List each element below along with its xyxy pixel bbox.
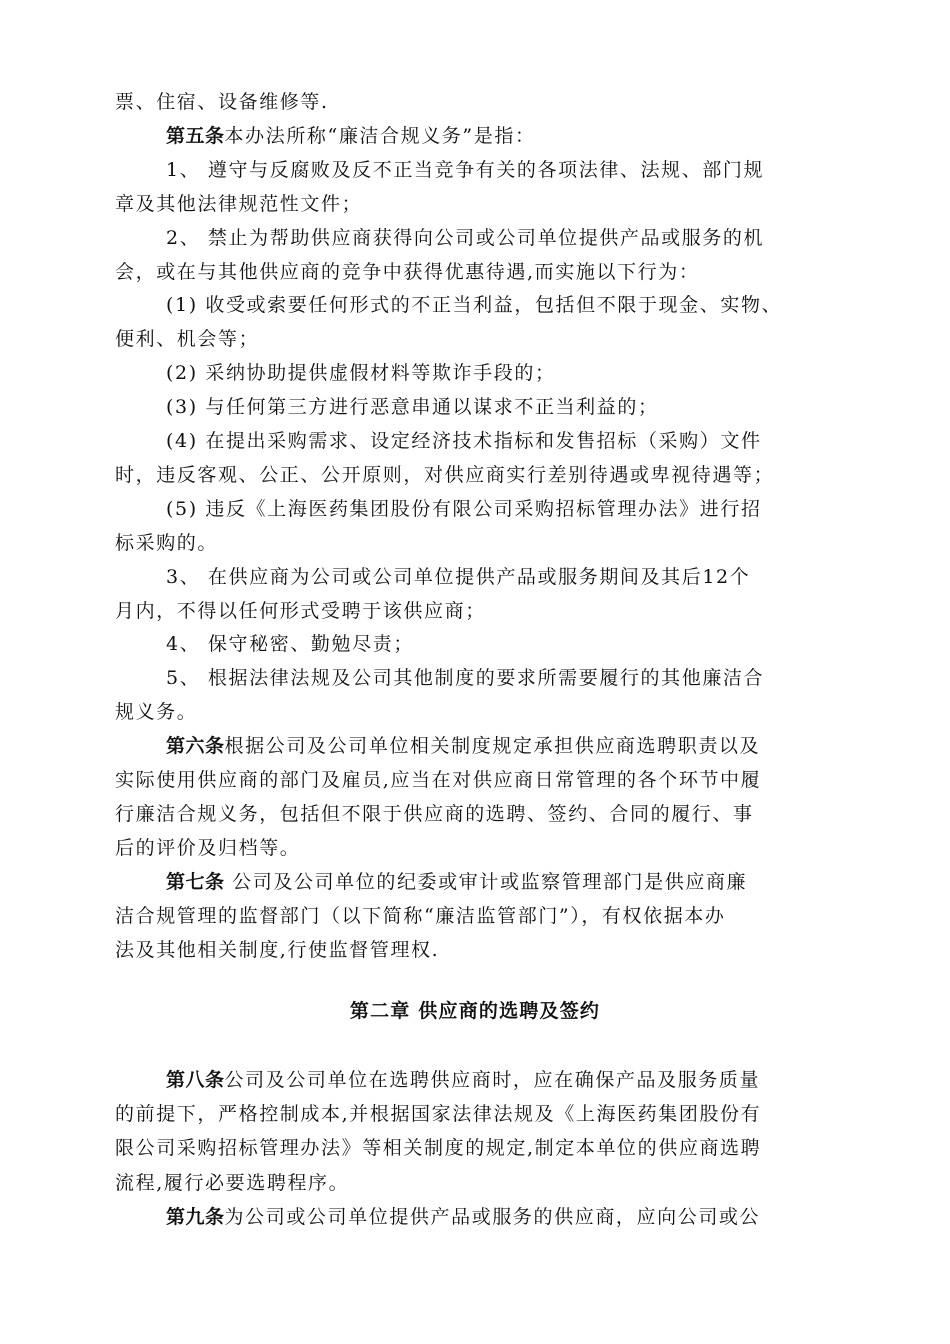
article-number: 第五条	[166, 124, 225, 147]
line-text: 规义务。	[115, 701, 198, 724]
line-text: (3) 与任何第三方进行恶意串通以谋求不正当利益的；	[166, 396, 659, 419]
article-number: 第八条	[166, 1069, 225, 1091]
text-line	[166, 730, 760, 762]
line-text: 公司及公司单位在选聘供应商时，应在确保产品及服务质量	[224, 1069, 761, 1091]
text-line	[166, 425, 762, 457]
article-number: 第六条	[166, 735, 225, 758]
line-text: 4、 保守秘密、勤勉尽责；	[166, 633, 414, 656]
text-line	[115, 764, 761, 796]
line-text: 票、住宿、设备维修等.	[115, 91, 329, 113]
text-line	[166, 628, 414, 660]
text-line	[115, 900, 726, 932]
line-text: 限公司采购招标管理办法》等相关制度的规定,制定本单位的供应商选聘	[115, 1137, 762, 1160]
line-text: 洁合规管理的监督部门（以下简称“廉洁监管部门”），有权依据本办	[115, 904, 726, 927]
line-text: (1) 收受或索要任何形式的不正当利益，包括但不限于现金、实物、	[166, 294, 783, 317]
line-text: 3、 在供应商为公司或公司单位提供产品或服务期间及其后12个	[166, 565, 751, 588]
line-text: 后的评价及归档等。	[115, 836, 301, 859]
line-text: (5) 违反《上海医药集团股份有限公司采购招标管理办法》进行招	[166, 497, 762, 520]
text-line	[166, 120, 536, 152]
text-line	[115, 188, 362, 220]
text-line	[115, 696, 197, 728]
line-text: 会，或在与其他供应商的竞争中获得优惠待遇,而实施以下行为：	[115, 260, 700, 283]
line-text: 为公司或公司单位提供产品或服务的供应商，应向公司或公	[224, 1205, 761, 1228]
text-line	[166, 357, 556, 389]
text-line	[115, 256, 699, 288]
line-text: 公司及公司单位的纪委或审计或监察管理部门是供应商廉	[224, 870, 748, 893]
line-text: (4) 在提出采购需求、设定经济技术指标和发售招标（采购）文件	[166, 430, 762, 452]
text-line	[115, 1167, 349, 1199]
article-number: 第九条	[166, 1205, 225, 1228]
text-line	[115, 1098, 761, 1130]
text-line	[166, 866, 747, 898]
line-text: 章及其他法律规范性文件；	[115, 192, 363, 215]
line-text: 标采购的。	[115, 531, 219, 554]
line-text: 便利、机会等；	[115, 328, 260, 351]
line-text: 根据公司及公司单位相关制度规定承担供应商选聘职责以及	[224, 735, 761, 758]
text-line	[166, 154, 764, 186]
text-line	[166, 561, 750, 593]
line-text: 行廉洁合规义务，包括但不限于供应商的选聘、签约、合同的履行、事	[115, 802, 754, 825]
line-text: (2) 采纳协助提供虚假材料等欺诈手段的；	[166, 362, 556, 385]
article-number: 第七条	[166, 870, 225, 893]
text-line	[115, 86, 329, 118]
text-line	[115, 595, 486, 627]
text-line	[166, 222, 764, 254]
line-text: 法及其他相关制度,行使监督管理权.	[115, 938, 440, 961]
chapter-heading: 第二章 供应商的选聘及签约	[349, 1000, 601, 1022]
line-text: 流程,履行必要选聘程序。	[115, 1171, 350, 1194]
text-line	[115, 323, 259, 355]
line-text: 实际使用供应商的部门及雇员,应当在对供应商日常管理的各个环节中履	[115, 769, 762, 791]
line-text: 5、 根据法律法规及公司其他制度的要求所需要履行的其他廉洁合	[166, 667, 765, 690]
text-line	[115, 832, 300, 864]
text-line	[166, 1201, 760, 1233]
line-text: 2、 禁止为帮助供应商获得向公司或公司单位提供产品或服务的机	[166, 226, 765, 249]
text-line	[166, 289, 782, 321]
line-text: 1、 遵守与反腐败及反不正当竞争有关的各项法律、法规、部门规	[166, 158, 765, 181]
text-line	[166, 662, 764, 694]
text-line	[115, 798, 754, 830]
text-line	[115, 459, 774, 491]
line-text: 本办法所称“廉洁合规义务”是指：	[224, 124, 536, 147]
line-text: 的前提下，严格控制成本,并根据国家法律法规及《上海医药集团股份有	[115, 1103, 762, 1126]
text-line	[166, 1064, 760, 1096]
text-line	[166, 493, 762, 525]
text-line	[115, 934, 439, 966]
text-line	[166, 391, 659, 423]
text-line	[115, 527, 218, 559]
line-text: 月内，不得以任何形式受聘于该供应商；	[115, 599, 486, 622]
line-text: 时，违反客观、公正、公开原则，对供应商实行差别待遇或卑视待遇等；	[115, 463, 775, 486]
text-line	[115, 1132, 761, 1164]
